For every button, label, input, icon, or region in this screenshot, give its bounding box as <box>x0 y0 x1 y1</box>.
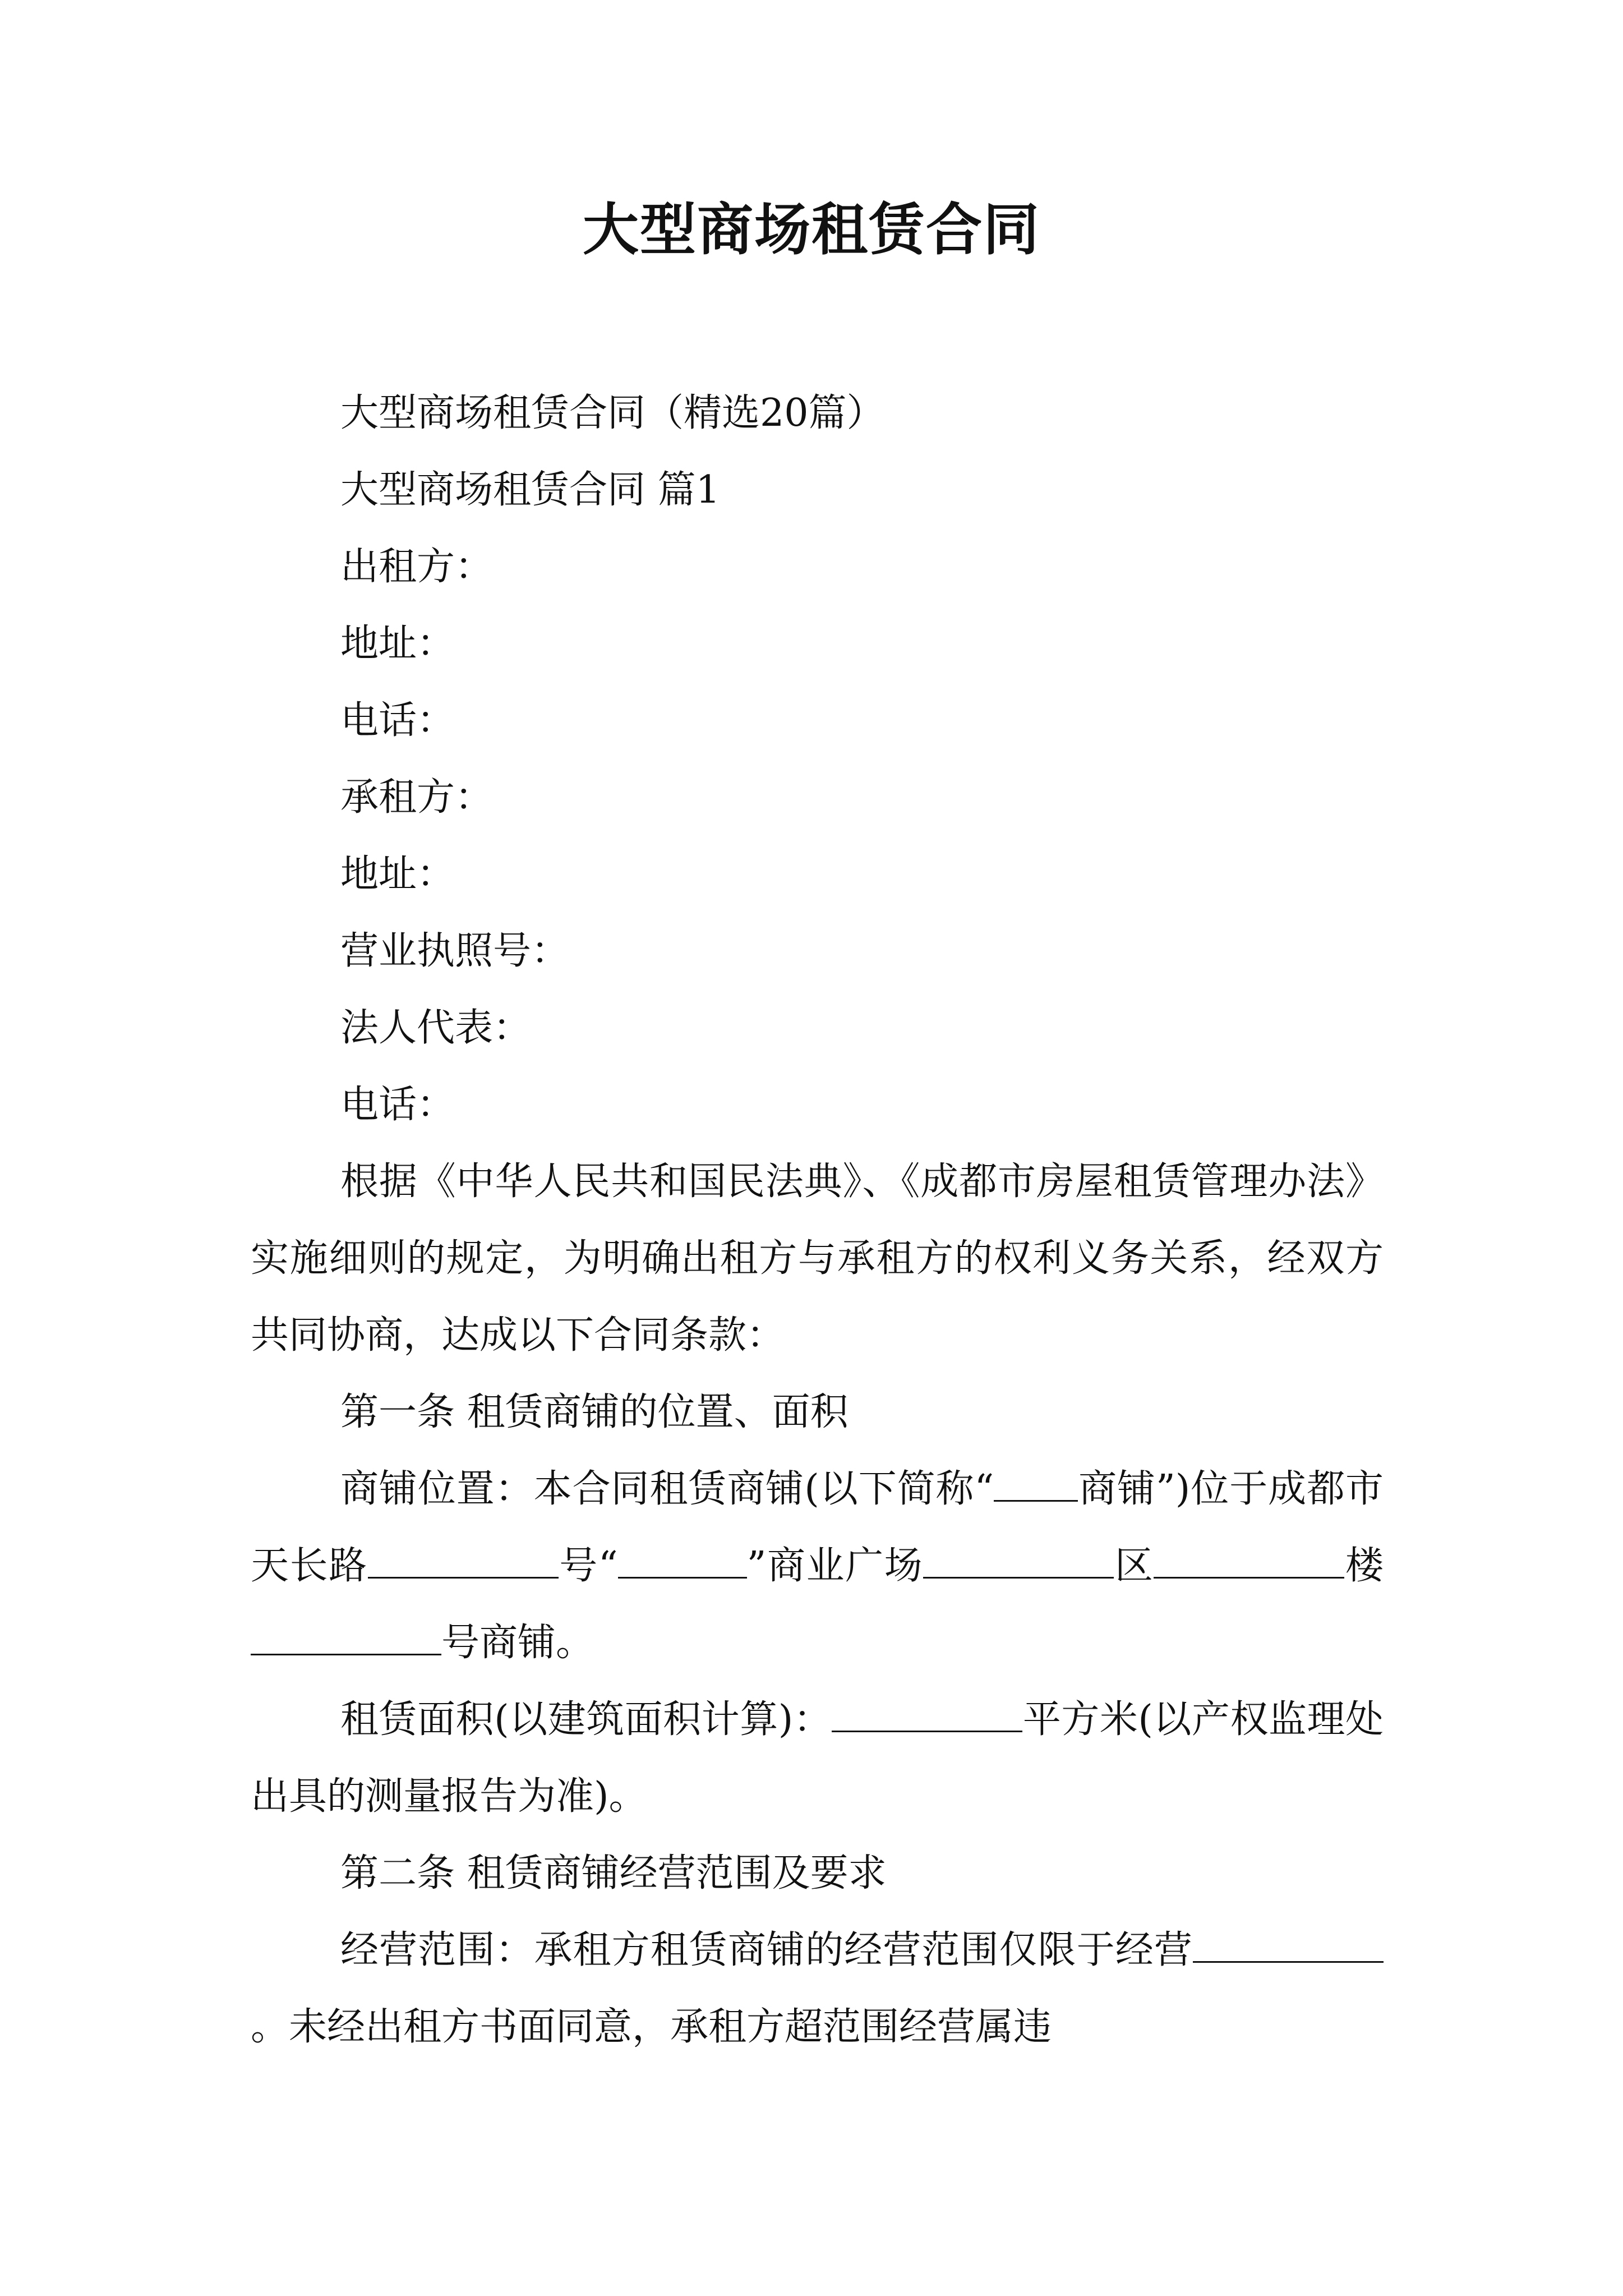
lease-area-text-1: 租赁面积(以建筑面积计算)： <box>340 1697 832 1742</box>
shop-location-text-7: 号商铺。 <box>441 1621 594 1665</box>
business-scope-text-2: 。未经出租方书面同意，承租方超范围经营属违 <box>251 2005 1052 2049</box>
shop-location-text-2: 商铺”)位于成都市天长路 <box>251 1467 1384 1588</box>
shop-location-text-5: 区 <box>1114 1544 1154 1588</box>
shop-location-paragraph <box>251 1451 1384 1681</box>
area-blank <box>832 1699 1022 1732</box>
lessor-address-label: 地址： <box>340 622 455 666</box>
lessee-label: 承租方： <box>340 775 494 820</box>
plaza-name-blank <box>618 1545 747 1579</box>
business-scope-blank <box>1193 1930 1384 1963</box>
shop-location-text-3: 号“ <box>558 1544 618 1588</box>
shop-name-blank <box>994 1469 1078 1502</box>
document-body <box>251 375 1384 2065</box>
article-1-heading: 第一条 租赁商铺的位置、面积 <box>340 1390 849 1434</box>
zone-blank <box>1154 1545 1344 1579</box>
article-2-heading: 第二条 租赁商铺经营范围及要求 <box>340 1851 887 1895</box>
street-number-blank <box>368 1545 559 1579</box>
document-title: 大型商场租赁合同 <box>583 197 1040 263</box>
business-scope-text-1: 经营范围：承租方租赁商铺的经营范围仅限于经营 <box>340 1928 1193 1972</box>
lease-area-text-2: 平方米(以产权监理处出具的测量报告为准)。 <box>251 1697 1384 1819</box>
shop-location-text-6: 楼 <box>1344 1544 1384 1588</box>
preamble-paragraph: 根据《中华人民共和国民法典》、《成都市房屋租赁管理办法》实施细则的规定，为明确出租方与承租方的权利义务关系，经双方共同协商，达成以下合同条款： <box>251 1159 1384 1358</box>
shop-location-text-4: ”商业广场 <box>746 1544 924 1588</box>
lessor-label: 出租方： <box>340 545 494 589</box>
lease-area-paragraph <box>251 1681 1384 1835</box>
subtitle: 大型商场租赁合同（精选20篇） <box>340 391 885 435</box>
shop-location-text-1: 商铺位置：本合同租赁商铺(以下简称“ <box>340 1467 994 1511</box>
section-heading: 大型商场租赁合同 篇1 <box>340 468 720 512</box>
business-license-label: 营业执照号： <box>340 929 570 973</box>
floor-blank <box>251 1622 441 1655</box>
plaza-unit-blank <box>923 1545 1114 1579</box>
business-scope-paragraph <box>251 1912 1384 2065</box>
lessee-address-label: 地址： <box>340 852 455 896</box>
lessor-phone-label: 电话： <box>340 698 455 743</box>
lessee-phone-label: 电话： <box>340 1083 455 1127</box>
legal-rep-label: 法人代表： <box>340 1006 532 1050</box>
